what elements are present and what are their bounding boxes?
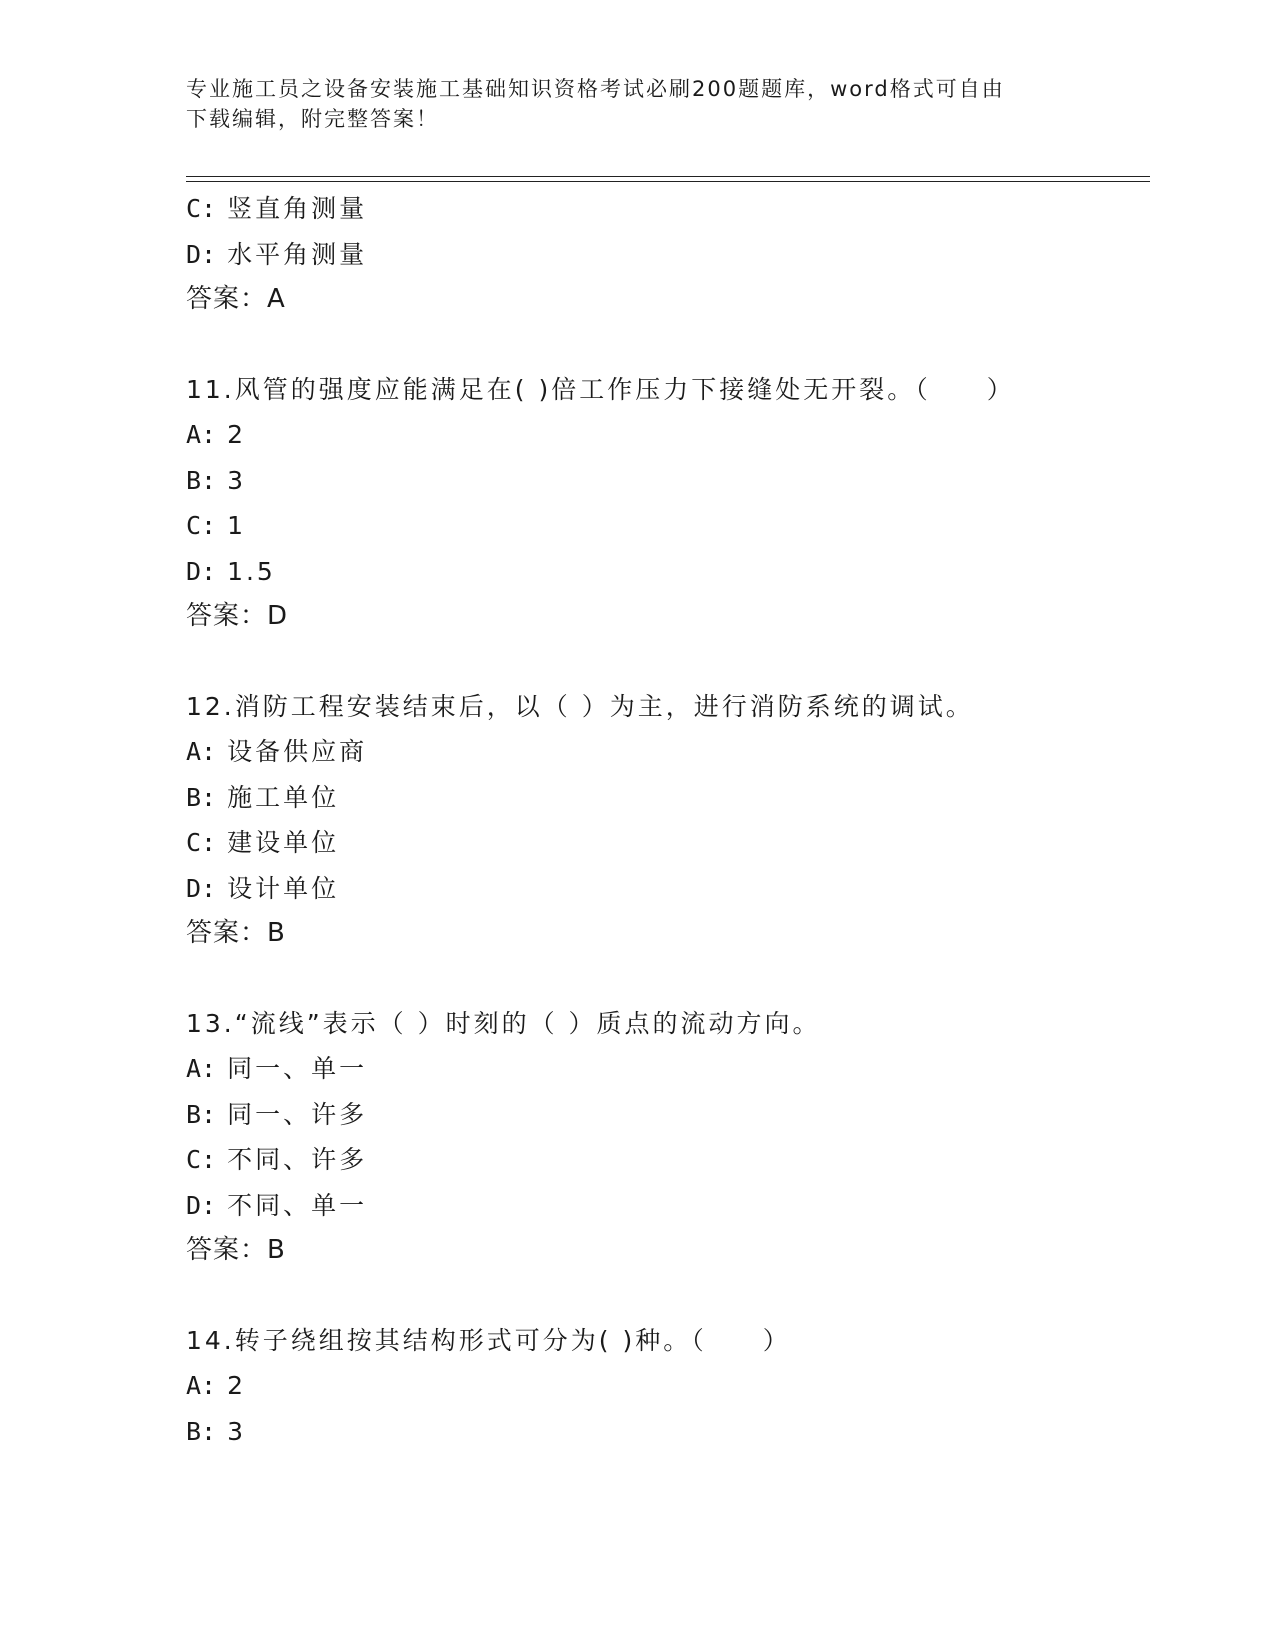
answer-line: 答案：B xyxy=(186,1235,286,1265)
option-text: 水平角测量 xyxy=(227,239,368,269)
answer-line: 答案：D xyxy=(186,601,289,631)
option-a xyxy=(186,1363,1146,1409)
option-label: D: xyxy=(186,1190,217,1220)
document-header xyxy=(186,74,1086,134)
option-label: B: xyxy=(186,1099,217,1129)
option-text: 2 xyxy=(227,420,246,449)
spacer xyxy=(186,1274,1146,1318)
option-label: B: xyxy=(186,1416,217,1446)
option-b xyxy=(186,458,1146,504)
option-label: D: xyxy=(186,556,217,586)
option-text: 建设单位 xyxy=(227,828,340,857)
question-stem: 11.风管的强度应能满足在( )倍工作压力下接缝处无开裂。（ ） xyxy=(186,374,1015,404)
option-text: 不同、许多 xyxy=(227,1145,368,1174)
option-text: 不同、单一 xyxy=(227,1190,368,1220)
option-a xyxy=(186,1046,1146,1092)
option-text: 1 xyxy=(227,511,246,540)
question-12 xyxy=(186,684,1146,957)
option-c xyxy=(186,503,1146,549)
option-d xyxy=(186,549,1146,595)
option-label: B: xyxy=(186,782,217,812)
option-d xyxy=(186,232,1146,278)
prev-question xyxy=(186,186,1146,323)
header-title-line-1: 专业施工员之设备安装施工基础知识资格考试必刷200题题库，word格式可自由 xyxy=(186,77,1005,101)
question-stem: 13.“流线”表示（ ）时刻的（ ）质点的流动方向。 xyxy=(186,1008,821,1038)
question-stem: 14.转子绕组按其结构形式可分为( )种。（ ） xyxy=(186,1325,791,1355)
option-label: B: xyxy=(186,465,217,495)
option-c xyxy=(186,1137,1146,1183)
option-text: 设计单位 xyxy=(227,873,340,903)
option-d xyxy=(186,1183,1146,1229)
option-text: 施工单位 xyxy=(227,782,340,812)
option-label: A: xyxy=(186,737,217,766)
option-b xyxy=(186,775,1146,821)
option-a xyxy=(186,412,1146,458)
option-label: A: xyxy=(186,1054,217,1083)
option-text: 同一、许多 xyxy=(227,1099,368,1129)
option-label: C: xyxy=(186,1145,217,1174)
answer-line: 答案：B xyxy=(186,918,286,948)
option-a xyxy=(186,729,1146,775)
question-14 xyxy=(186,1318,1146,1455)
option-b xyxy=(186,1092,1146,1138)
question-11 xyxy=(186,367,1146,640)
option-text: 竖直角测量 xyxy=(227,194,368,223)
option-label: C: xyxy=(186,828,217,857)
option-label: D: xyxy=(186,239,217,269)
option-label: C: xyxy=(186,511,217,540)
option-c xyxy=(186,186,1146,232)
spacer xyxy=(186,323,1146,367)
question-list xyxy=(186,186,1146,1454)
option-label: C: xyxy=(186,194,217,223)
option-label: A: xyxy=(186,1371,217,1400)
spacer xyxy=(186,957,1146,1001)
option-text: 同一、单一 xyxy=(227,1054,368,1083)
question-13 xyxy=(186,1001,1146,1274)
option-b xyxy=(186,1409,1146,1455)
option-label: A: xyxy=(186,420,217,449)
header-divider-top xyxy=(186,176,1150,177)
option-text: 设备供应商 xyxy=(227,737,368,766)
option-text: 2 xyxy=(227,1371,246,1400)
header-divider-bottom xyxy=(186,181,1150,182)
answer-line: 答案：A xyxy=(186,284,286,314)
option-label: D: xyxy=(186,873,217,903)
question-stem: 12.消防工程安装结束后，以（ ）为主，进行消防系统的调试。 xyxy=(186,691,974,721)
option-c xyxy=(186,820,1146,866)
option-d xyxy=(186,866,1146,912)
header-title-line-2: 下载编辑，附完整答案！ xyxy=(186,107,439,131)
option-text: 3 xyxy=(227,465,246,495)
spacer xyxy=(186,640,1146,684)
option-text: 3 xyxy=(227,1416,246,1446)
option-text: 1.5 xyxy=(227,556,276,586)
